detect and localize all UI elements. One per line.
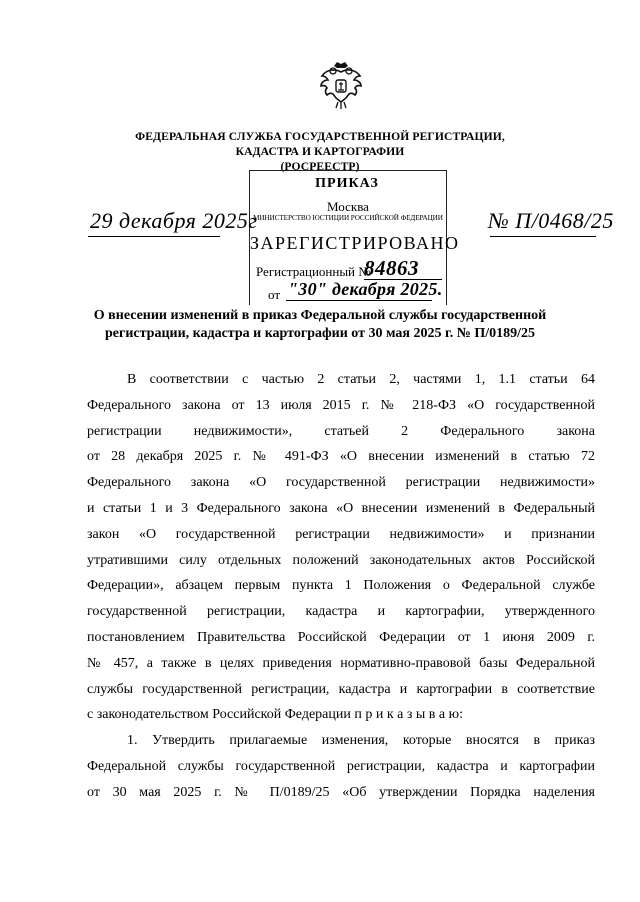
body-line: Федеральной службы государственной регистрации, кадастра и картографии bbox=[87, 758, 595, 774]
order-date: 29 декабря 2025г bbox=[90, 208, 258, 233]
body-line: регистрации недвижимости», статьей 2 Федерального закона bbox=[87, 423, 595, 439]
body-line: от 30 мая 2025 г. № П/0189/25 «Об утверждении Порядка наделения bbox=[87, 784, 595, 800]
body-line: № 457, а также в целях приведения нормативно-правовой базы Федеральной bbox=[87, 655, 595, 671]
stamp-registered-label: ЗАРЕГИСТРИРОВАНО bbox=[250, 233, 460, 253]
stamp-date-value: "30" декабря 2025. bbox=[288, 279, 443, 299]
stamp-city: Москва bbox=[327, 199, 369, 214]
order-type-label: ПРИКАЗ bbox=[315, 176, 379, 191]
document-title-line2: регистрации, кадастра и картографии от 30 мая 2025 г. № П/0189/25 bbox=[104, 326, 536, 341]
body-line: 1. Утвердить прилагаемые изменения, которые вносятся в приказ bbox=[127, 733, 595, 749]
body-line: Федерального закона от 13 июля 2015 г. № 218-ФЗ «О государственной bbox=[87, 397, 595, 413]
coat-of-arms-icon bbox=[316, 58, 366, 112]
date-underline bbox=[88, 236, 220, 237]
body-line: с законодательством Российской Федерации п р и к а з ы в а ю: bbox=[87, 707, 463, 723]
org-name-line2: КАДАСТРА И КАРТОГРАФИИ bbox=[235, 145, 405, 158]
org-name-line1: ФЕДЕРАЛЬНАЯ СЛУЖБА ГОСУДАРСТВЕННОЙ РЕГИСТРАЦИИ, bbox=[135, 130, 505, 143]
body-line: государственной регистрации, кадастра и картографии, утвержденного bbox=[87, 604, 595, 620]
stamp-date-label: от bbox=[268, 287, 281, 302]
document-body bbox=[87, 367, 595, 806]
stamp-reg-number-label: Регистрационный № bbox=[256, 264, 371, 279]
body-line: В соответствии с частью 2 статьи 2, частями 1, 1.1 статьи 64 bbox=[127, 372, 595, 387]
order-number: № П/0468/25 bbox=[488, 208, 614, 233]
body-line: Федерации», абзацем первым пункта 1 Положения о Федеральной службе bbox=[87, 578, 595, 594]
body-line: от 28 декабря 2025 г. № 491-ФЗ «О внесении изменений в статью 72 bbox=[87, 449, 595, 465]
body-line: и статьи 1 и 3 Федерального закона «О внесении изменений в Федеральный bbox=[87, 500, 595, 516]
body-line: Федерального закона «О государственной регистрации недвижимости» bbox=[87, 475, 595, 491]
body-line: службы государственной регистрации, кадастра и картографии в соответствие bbox=[87, 681, 595, 697]
number-underline bbox=[490, 236, 596, 237]
stamp-reg-number-value: 84863 bbox=[364, 256, 419, 280]
org-name-abbr: (РОСРЕЕСТР) bbox=[280, 160, 360, 173]
document-title-line1: О внесении изменений в приказ Федеральной службы государственной bbox=[93, 308, 547, 323]
body-line: постановлением Правительства Российской Федерации от 1 июня 2009 г. bbox=[87, 629, 595, 645]
body-line: закон «О государственной регистрации недвижимости» и признании bbox=[87, 526, 595, 542]
body-line: утратившими силу отдельных положений законодательных актов Российской bbox=[87, 552, 595, 568]
stamp-underline bbox=[286, 300, 432, 301]
stamp-ministry: МИНИСТЕРСТВО ЮСТИЦИИ РОССИЙСКОЙ ФЕДЕРАЦИИ bbox=[253, 214, 443, 222]
